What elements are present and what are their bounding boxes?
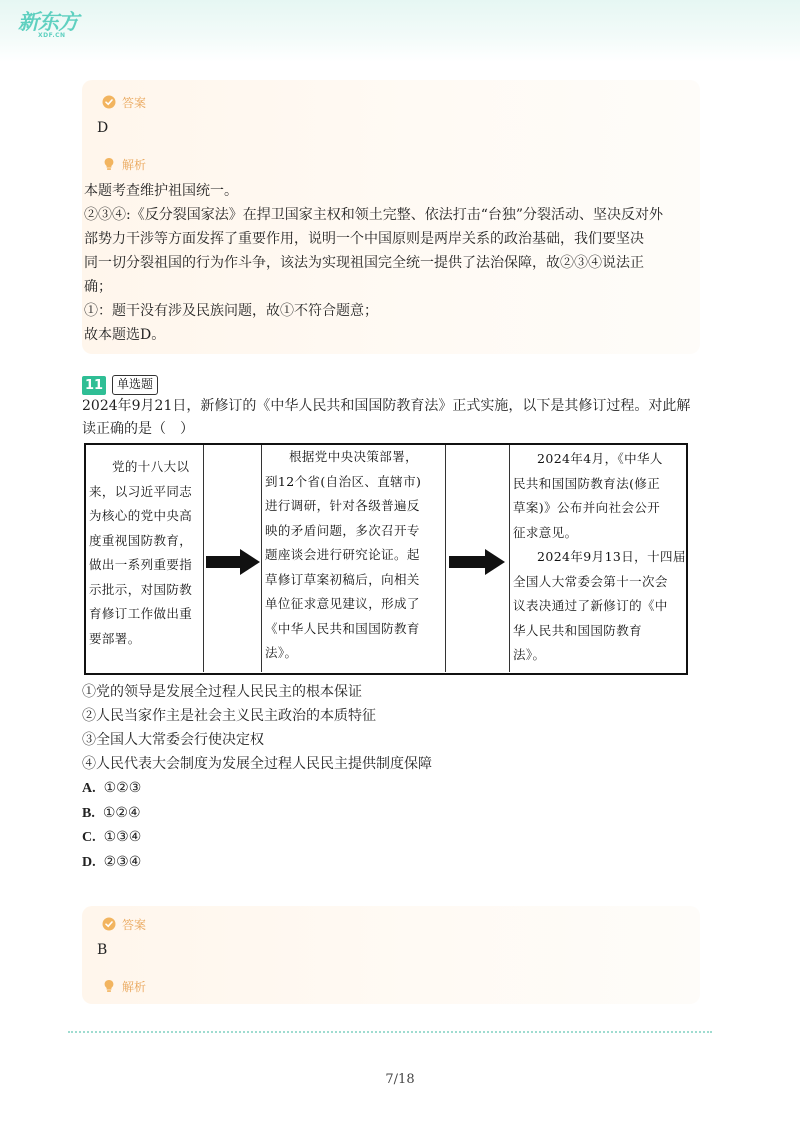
statement-1: ①党的领导是发展全过程人民民主的根本保证 — [82, 684, 362, 700]
option-a[interactable] — [82, 780, 141, 797]
xdf-logo — [18, 6, 88, 42]
step-2-line: 法》。 — [265, 645, 298, 660]
step-1-line: 育修订工作做出重 — [89, 606, 193, 621]
option-b[interactable] — [82, 805, 141, 822]
step-1-line: 做出一系列重要指 — [89, 557, 193, 572]
step-1-line: 示批示，对国防教 — [89, 581, 193, 597]
step-3-line: 法》。 — [513, 647, 546, 662]
answer-value: D — [97, 120, 109, 136]
answer-card — [82, 906, 700, 1004]
option-c[interactable] — [82, 829, 141, 846]
step-1-line: 度重视国防教育， — [89, 532, 193, 548]
step-1-line: 为核心的党中央高 — [89, 508, 193, 523]
option-letter: C. — [82, 830, 96, 845]
step-2-line: 根据党中央决策部署， — [289, 449, 419, 464]
step-1-line: 来，以习近平同志 — [89, 483, 193, 499]
lightbulb-icon — [102, 979, 116, 993]
answer-tag — [102, 915, 146, 933]
revision-process-diagram — [84, 443, 688, 675]
option-letter: A. — [82, 781, 96, 796]
step-3-line: 2024年4月，《中华人 — [537, 451, 663, 466]
option-letter: B. — [82, 806, 95, 821]
analysis-line: 同一切分裂祖国的行为作斗争，该法为实现祖国完全统一提供了法治保障，故②③④说法正 — [84, 255, 644, 271]
option-text: ①②③ — [103, 780, 142, 796]
analysis-label: 解析 — [122, 157, 147, 172]
analysis-tag — [102, 977, 146, 995]
step-2-line: 进行调研，针对各级普遍反 — [265, 498, 420, 513]
step-3-line: 议表决通过了新修订的《中 — [513, 598, 668, 613]
right-arrow-icon — [206, 549, 260, 575]
analysis-line: ①：题干没有涉及民族问题，故①不符合题意； — [84, 303, 378, 319]
analysis-line: 确； — [84, 279, 112, 295]
step-2-line: 到12个省(自治区、直辖市) — [265, 473, 422, 489]
step-2-line: 草修订草案初稿后，向相关 — [265, 571, 420, 587]
answer-label: 答案 — [122, 95, 147, 110]
statement-4: ④人民代表大会制度为发展全过程人民民主提供制度保障 — [82, 756, 432, 772]
step-1-line: 要部署。 — [89, 630, 141, 646]
statement-2: ②人民当家作主是社会主义民主政治的本质特征 — [82, 708, 376, 724]
right-arrow-icon — [449, 549, 505, 575]
option-text: ②③④ — [103, 854, 142, 870]
page-number: 7/18 — [385, 1072, 415, 1087]
question-number: 11 — [82, 376, 106, 395]
check-badge-icon — [102, 95, 116, 109]
step-3-line: 华人民共和国国防教育 — [513, 622, 643, 638]
lightbulb-icon — [102, 157, 116, 171]
step-2-line: 映的矛盾问题，多次召开专 — [265, 522, 420, 538]
question-type-badge: 单选题 — [112, 375, 158, 395]
analysis-line: ②③④:《反分裂国家法》在捍卫国家主权和领土完整、依法打击“台独”分裂活动、坚决反对外 — [84, 207, 664, 223]
answer-value: B — [97, 942, 108, 958]
logo-subtext: XDF.CN — [38, 32, 66, 39]
analysis-line: 本题考查维护祖国统一。 — [84, 183, 238, 199]
option-text: ①③④ — [103, 829, 142, 845]
question-stem-line: 读正确的是（ ） — [82, 421, 194, 437]
step-2-line: 单位征求意见建议，形成了 — [265, 596, 420, 611]
answer-tag — [102, 93, 146, 111]
step-2-line: 题座谈会进行研究论证。起 — [265, 547, 420, 562]
step-3-line: 征求意见。 — [513, 524, 578, 540]
analysis-line: 故本题选D。 — [84, 327, 166, 343]
analysis-line: 部势力干涉等方面发挥了重要作用，说明一个中国原则是两岸关系的政治基础，我们要坚决 — [84, 231, 644, 247]
footer-divider — [68, 1031, 712, 1033]
step-3-line: 2024年9月13日，十四届 — [537, 549, 686, 564]
question-stem-line: 2024年9月21日，新修订的《中华人民共和国国防教育法》正式实施，以下是其修订过程。对此解 — [82, 398, 691, 414]
analysis-tag — [102, 155, 146, 173]
header-band — [0, 0, 800, 62]
process-step-2 — [262, 445, 446, 672]
arrow-cell-2 — [446, 445, 510, 672]
step-2-line: 《中华人民共和国国防教育 — [265, 620, 420, 636]
process-step-3 — [510, 445, 685, 672]
step-3-line: 草案)》公布并向社会公开 — [513, 500, 661, 515]
arrow-cell-1 — [204, 445, 262, 672]
step-3-line: 全国人大常委会第十一次会 — [513, 573, 668, 589]
logo-text: 新东方 — [18, 10, 78, 34]
option-letter: D. — [82, 855, 96, 870]
check-badge-icon — [102, 917, 116, 931]
statement-3: ③全国人大常委会行使决定权 — [82, 732, 264, 748]
step-1-line: 党的十八大以 — [112, 459, 190, 474]
step-3-line: 民共和国国防教育法(修正 — [513, 475, 661, 491]
answer-label: 答案 — [122, 917, 147, 932]
process-step-1 — [86, 445, 204, 672]
option-d[interactable] — [82, 854, 141, 871]
analysis-label: 解析 — [122, 979, 147, 994]
option-text: ①②④ — [102, 805, 141, 821]
